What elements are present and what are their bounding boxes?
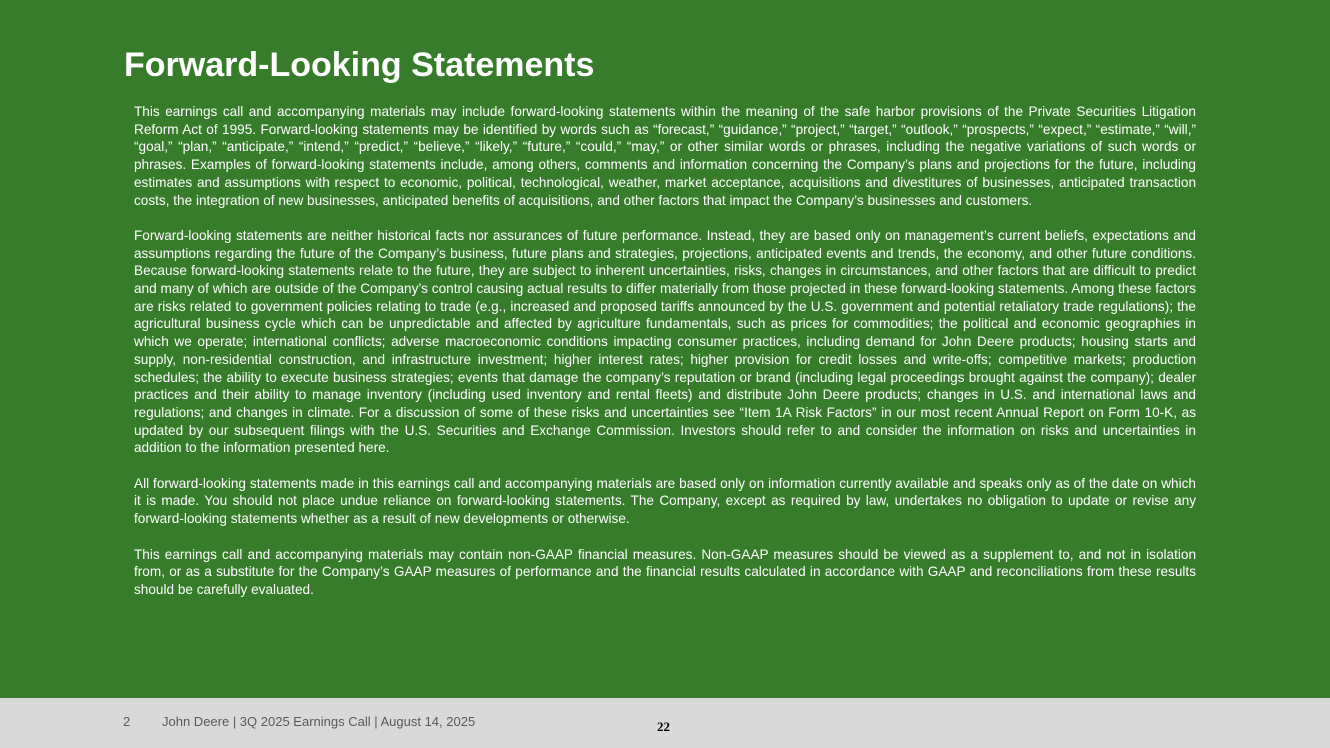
paragraph-non-gaap: This earnings call and accompanying materials may contain non-GAAP financial measures. Non-GAAP measures should be viewed as a supplement to, and not in isolation from, or as a substitute for the Company’s GAAP measures of performance and the financial results calculated in accordance with GAAP and reconciliations from these results should be carefully evaluated. [134, 546, 1196, 597]
slide-body [134, 103, 1196, 616]
footer-bar [0, 698, 1330, 748]
page-number: 22 [657, 719, 670, 734]
footer-slide-number: 2 [123, 714, 131, 729]
footer-caption: John Deere | 3Q 2025 Earnings Call | August 14, 2025 [162, 714, 476, 729]
slide-title: Forward-Looking Statements [124, 46, 595, 84]
paragraph-no-obligation: All forward-looking statements made in this earnings call and accompanying materials are based only on information currently available and speaks only as of the date on which it is made. You should not place undue reliance on forward-looking statements. The Company, except as required by law, undertakes no obligation to update or revise any forward-looking statements whether as a result of new developments or otherwise. [134, 475, 1196, 527]
paragraph-risk-factors: Forward-looking statements are neither historical facts nor assurances of future performance. Instead, they are based only on management’s current beliefs, expectations and assumptions regarding the future of the Company’s business, future plans and strategies, projections, anticipated events and trends, the economy, and other future conditions. Because forward-looking statements relate to the future, they are subject to inherent uncertainties, risks, changes in circumstances, and other factors that are difficult to predict and many of which are outside of the Company’s control causing actual results to differ materially from those projected in these forward-looking statements. Among these factors are risks related to government policies relating to trade (e.g., increased and proposed tariffs announced by the U.S. government and potential retaliatory trade regulations); the agricultural business cycle which can be unpredictable and affected by agriculture fundamentals, such as prices for commodities; the political and economic geographies in which we operate; international conflicts; adverse macroeconomic conditions impacting consumer practices, including demand for John Deere products; housing starts and supply, non-residential construction, and infrastructure investment; higher interest rates; higher provision for credit losses and write-offs; competitive markets; production schedules; the ability to execute business strategies; events that damage the company’s reputation or brand (including legal proceedings brought against the company); dealer practices and their ability to manage inventory (including used inventory and rental fleets) and distribute John Deere products; changes in U.S. and international laws and regulations; and changes in climate. For a discussion of some of these risks and uncertainties see “Item 1A Risk Factors” in our most recent Annual Report on Form 10-K, as updated by our subsequent filings with the U.S. Securities and Exchange Commission. Investors should refer to and consider the information on risks and uncertainties in addition to the information presented here. [134, 227, 1196, 456]
paragraph-safe-harbor: This earnings call and accompanying materials may include forward-looking statements within the meaning of the safe harbor provisions of the Private Securities Litigation Reform Act of 1995. Forward-looking statements may be identified by words such as “forecast,” “guidance,” “project,” “target,” “outlook,” “prospects,” “expect,” “estimate,” “will,” “goal,” “plan,” “anticipate,” “intend,” “predict,” “believe,” “likely,” “future,” “could,” “may,” or other similar words or phrases, including the negative variations of such words or phrases. Examples of forward-looking statements include, among others, comments and information concerning the Company’s plans and projections for the future, including estimates and assumptions with respect to economic, political, technological, weather, market acceptance, acquisitions and divestitures of businesses, anticipated transaction costs, the integration of new businesses, anticipated benefits of acquisitions, and other factors that impact the Company’s businesses and customers. [134, 104, 1196, 208]
